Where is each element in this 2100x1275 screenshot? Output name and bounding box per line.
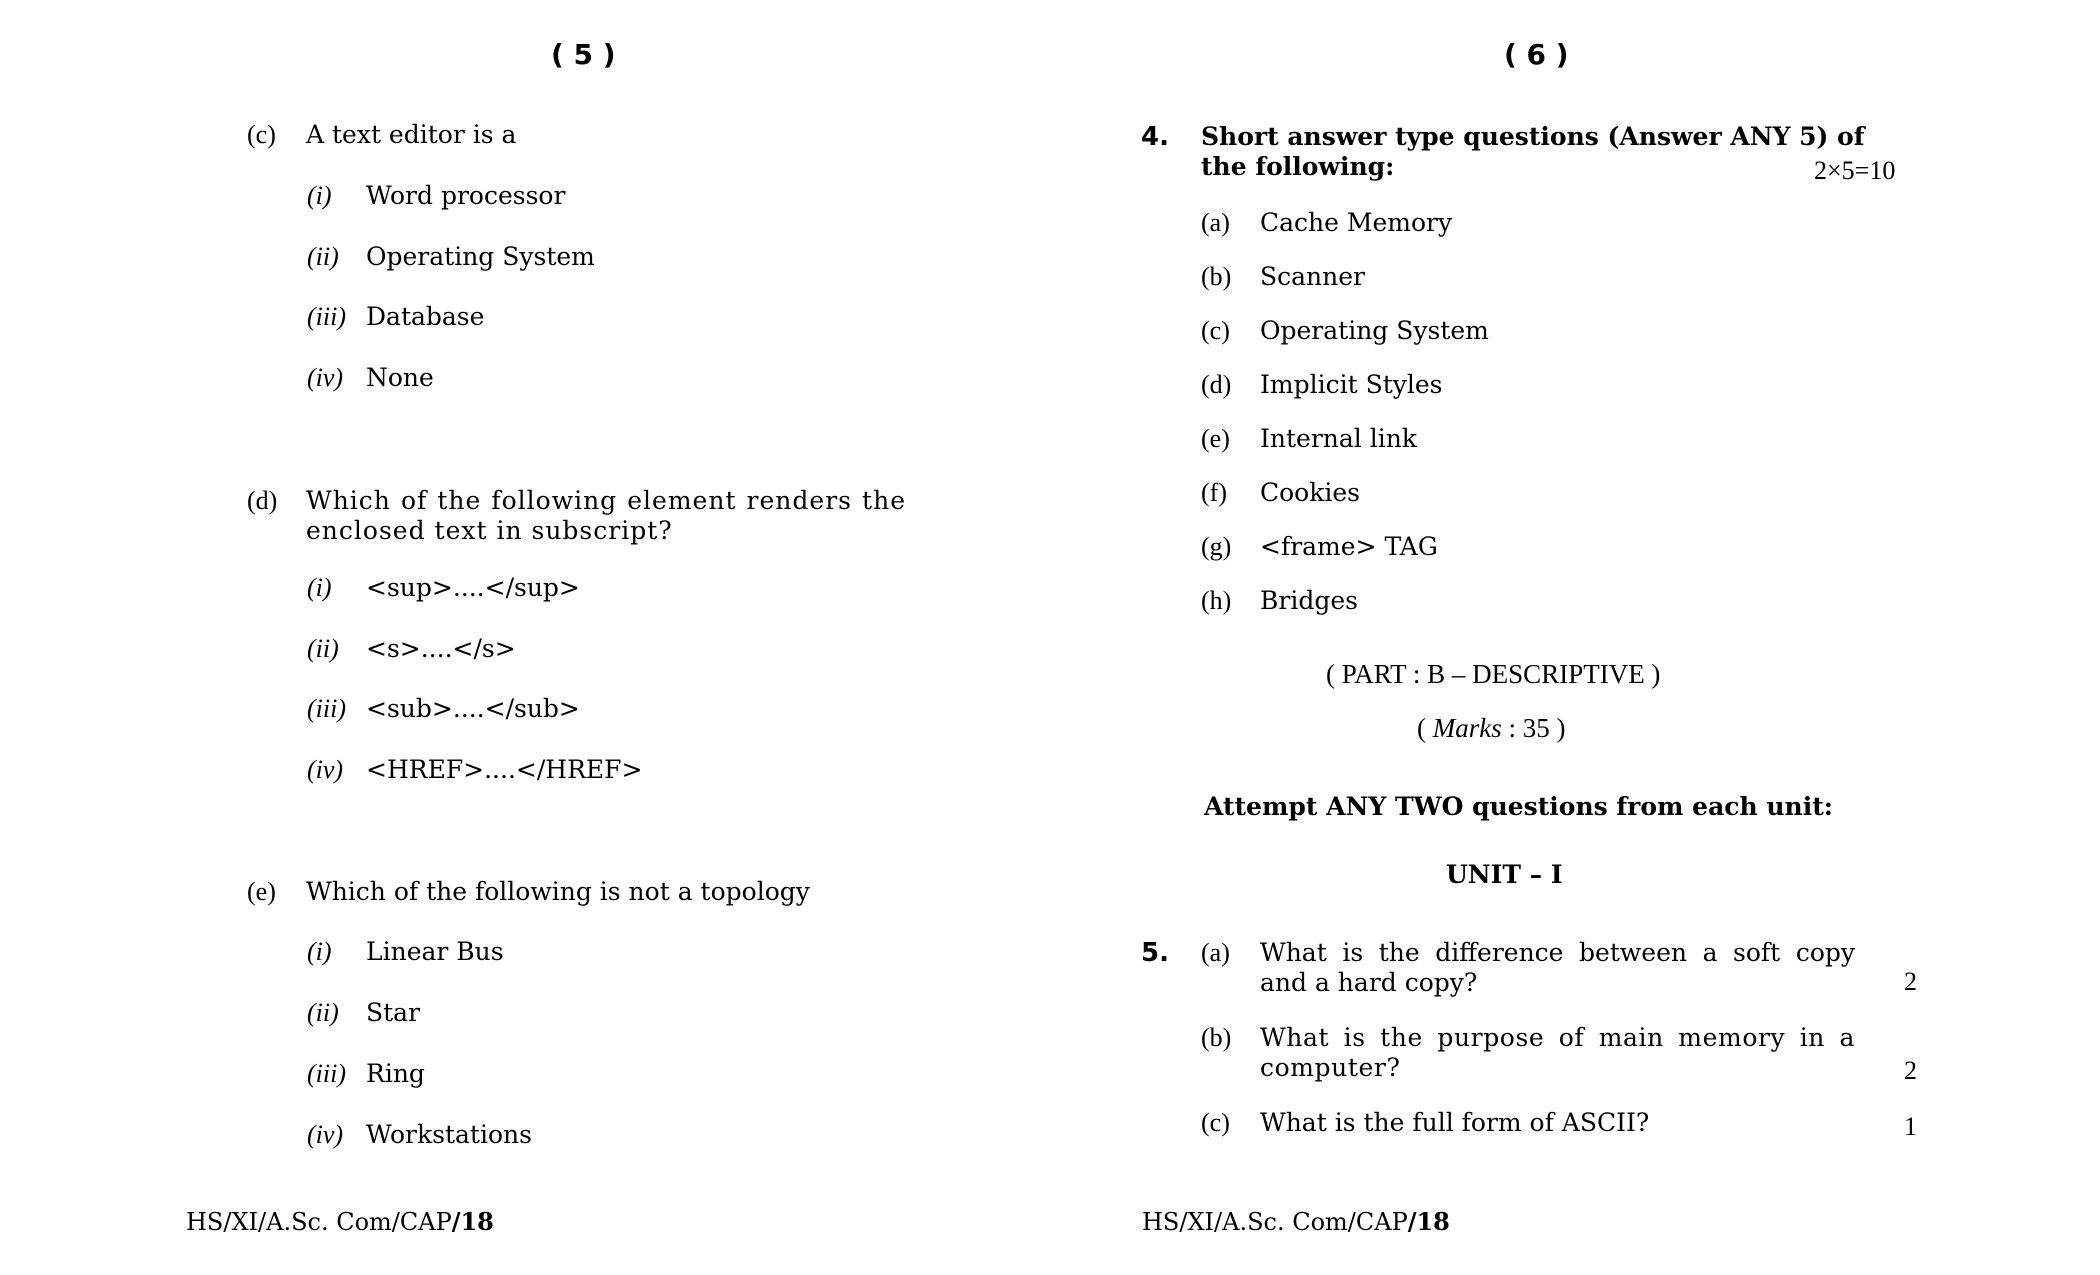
item-text: Implicit Styles [1260,370,1443,399]
item-label: (h) [1201,586,1232,615]
part-heading: ( PART : B – DESCRIPTIVE ) [1326,659,1661,689]
marks-word: Marks [1432,713,1502,743]
question-text: A text editor is a [306,120,517,149]
item-text: What is the purpose of main memory in a computer? [1260,1023,1855,1082]
item-text: Scanner [1260,262,1365,291]
option-text: Word processor [366,181,566,210]
option-text: <sub>....</sub> [366,694,580,723]
option-number: (i) [307,181,332,210]
marks-open: ( [1417,713,1433,743]
instruction: Attempt ANY TWO questions from each unit: [1204,792,1834,821]
footer-code: HS/XI/A.Sc. Com/CAP [1142,1208,1408,1236]
item-text: Cookies [1260,478,1360,507]
item-text: <frame> TAG [1260,532,1438,561]
item-text: Bridges [1260,586,1358,615]
option-text: Operating System [366,242,595,271]
question-marks: 2×5=10 [1814,156,1896,185]
option-number: (i) [307,937,332,966]
question-label: (e) [247,877,276,906]
page-number: ( 6 ) [1504,38,1569,71]
page-footer [1142,1207,1450,1237]
question-title: Short answer type questions (Answer ANY 5) of the following: [1201,122,1865,181]
question-label: (c) [247,120,276,149]
option-number: (ii) [307,998,339,1027]
item-label: (e) [1201,424,1230,453]
question-number: 4. [1141,122,1169,152]
footer-year: /18 [1407,1207,1450,1236]
item-label: (g) [1201,532,1232,561]
item-text: What is the full form of ASCII? [1260,1108,1650,1137]
option-number: (iv) [307,1120,344,1149]
part-marks [1417,713,1566,743]
item-label: (b) [1201,1023,1232,1052]
option-number: (iii) [307,1059,346,1088]
option-text: <s>....</s> [366,634,516,663]
option-number: (iv) [307,755,344,784]
item-label: (b) [1201,262,1232,291]
option-text: <HREF>....</HREF> [366,755,643,784]
option-text: Database [366,302,485,331]
option-text: Star [366,998,421,1027]
question-text: Which of the following element renders the enclosed text in subscript? [306,486,906,545]
option-text: None [366,363,434,392]
option-text: <sup>....</sup> [366,573,580,602]
option-number: (i) [307,573,332,602]
option-text: Linear Bus [366,937,504,966]
option-number: (iv) [307,363,344,392]
option-number: (iii) [307,694,346,723]
item-label: (a) [1201,208,1230,237]
item-label: (d) [1201,370,1232,399]
item-marks: 1 [1904,1112,1917,1141]
item-label: (c) [1201,316,1230,345]
option-text: Ring [366,1059,425,1088]
item-text: Internal link [1260,424,1417,453]
item-label: (f) [1201,478,1227,507]
page-number: ( 5 ) [551,38,616,71]
question-number: 5. [1141,938,1169,968]
page-footer [186,1207,494,1237]
item-marks: 2 [1904,1056,1917,1085]
footer-year: /18 [451,1207,494,1236]
item-label: (a) [1201,938,1230,967]
question-text: Which of the following is not a topology [306,877,810,906]
item-text: Cache Memory [1260,208,1453,237]
item-marks: 2 [1904,967,1917,996]
footer-code: HS/XI/A.Sc. Com/CAP [186,1208,452,1236]
marks-rest: : 35 ) [1501,713,1566,743]
item-text: What is the difference between a soft copy and a hard copy? [1260,938,1855,997]
item-label: (c) [1201,1108,1230,1137]
option-number: (ii) [307,242,339,271]
item-text: Operating System [1260,316,1489,345]
question-label: (d) [247,486,278,515]
option-text: Workstations [366,1120,532,1149]
unit-heading: UNIT – I [1446,860,1563,889]
option-number: (iii) [307,302,346,331]
option-number: (ii) [307,634,339,663]
